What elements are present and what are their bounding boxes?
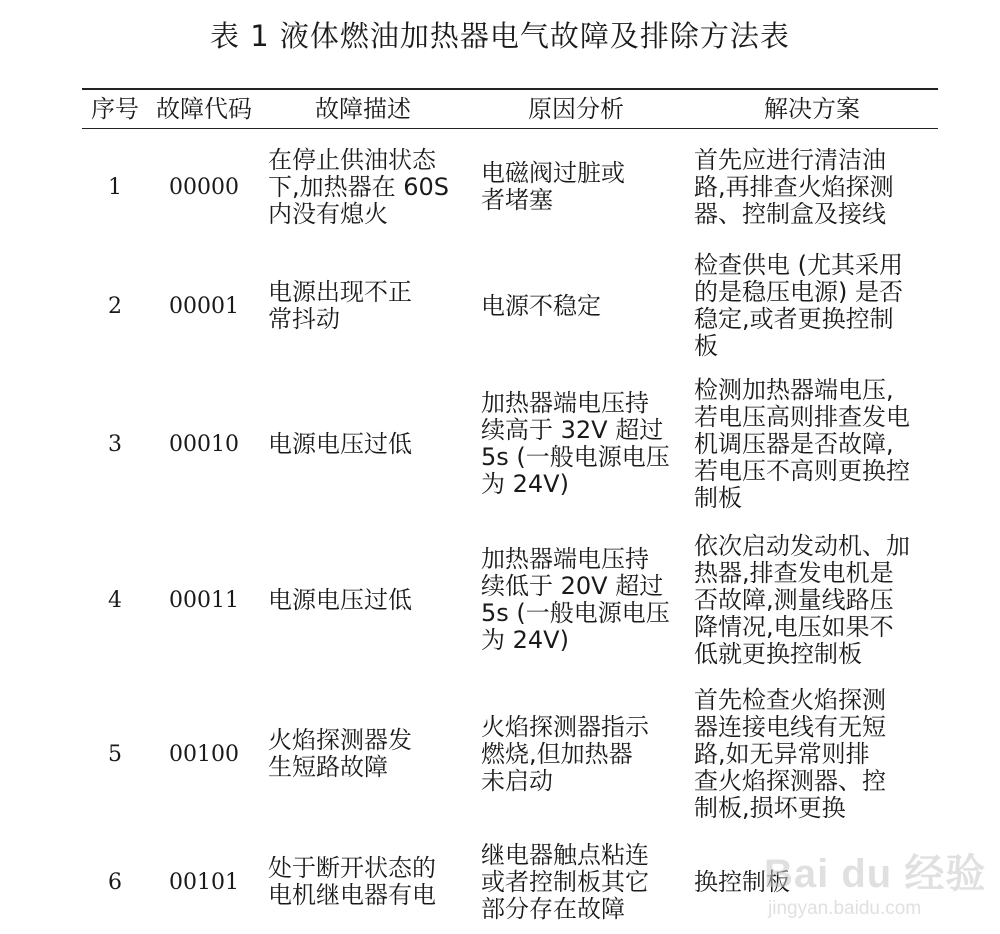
header-solution: 解决方案 — [764, 95, 860, 123]
row-seq: 1 — [108, 174, 122, 200]
row-code: 00010 — [169, 431, 239, 457]
row-solution: 检测加热器端电压, 若电压高则排查发电 机调压器是否故障, 若电压不高则更换控 制板 — [694, 375, 910, 512]
table-row — [0, 250, 1000, 362]
row-cause: 加热器端电压持 续低于 20V 超过 5s (一般电源电压 为 24V) — [481, 545, 670, 654]
row-solution: 依次启动发动机、加 热器,排查发电机是 否故障,测量线路压 降情况,电压如果不 低就更换控制板 — [694, 531, 910, 668]
baidu-watermark — [760, 842, 990, 930]
row-cause: 火焰探测器指示 燃烧,但加热器 未启动 — [481, 712, 649, 795]
row-desc: 电源电压过低 — [268, 429, 412, 458]
row-seq: 6 — [108, 869, 122, 895]
row-solution: 换控制板 — [694, 867, 790, 896]
row-code: 00101 — [169, 869, 239, 895]
table-title: 表 1 液体燃油加热器电气故障及排除方法表 — [210, 19, 790, 53]
row-desc: 电源电压过低 — [268, 585, 412, 614]
row-code: 00011 — [169, 587, 239, 613]
row-code: 00000 — [169, 174, 239, 200]
watermark-brand: Bai du 经验 — [764, 852, 987, 896]
row-desc: 处于断开状态的 电机继电器有电 — [268, 854, 436, 909]
table-row — [0, 684, 1000, 824]
row-cause: 电源不稳定 — [481, 291, 601, 320]
header-rule — [82, 128, 938, 129]
header-desc: 故障描述 — [315, 95, 411, 123]
table-row — [0, 140, 1000, 234]
row-desc: 电源出现不正 常抖动 — [268, 278, 412, 333]
header-cause: 原因分析 — [528, 95, 624, 123]
header-seq: 序号 — [91, 95, 139, 123]
watermark-url: jingyan.baidu.com — [768, 898, 922, 919]
row-cause: 继电器触点粘连 或者控制板其它 部分存在故障 — [481, 840, 649, 923]
row-cause: 加热器端电压持 续高于 32V 超过 5s (一般电源电压 为 24V) — [481, 389, 670, 498]
row-solution: 首先检查火焰探测 器连接电线有无短 路,如无异常则排 查火焰探测器、控 制板,损坏更换 — [694, 685, 886, 822]
row-seq: 2 — [108, 293, 122, 319]
top-rule — [82, 88, 938, 90]
table-row — [0, 374, 1000, 514]
row-desc: 火焰探测器发 生短路故障 — [268, 726, 412, 781]
row-code: 00100 — [169, 741, 239, 767]
row-seq: 3 — [108, 431, 122, 457]
row-solution: 检查供电 (尤其采用 的是稳压电源) 是否 稳定,或者更换控制 板 — [694, 251, 903, 360]
row-desc: 在停止供油状态 下,加热器在 60S 内没有熄火 — [268, 145, 450, 228]
header-code: 故障代码 — [156, 95, 252, 123]
row-solution: 首先应进行清洁油 路,再排查火焰探测 器、控制盒及接线 — [694, 145, 894, 228]
table-row — [0, 530, 1000, 670]
row-code: 00001 — [169, 293, 239, 319]
row-cause: 电磁阀过脏或 者堵塞 — [481, 159, 625, 214]
row-seq: 5 — [108, 741, 122, 767]
row-seq: 4 — [108, 587, 122, 613]
